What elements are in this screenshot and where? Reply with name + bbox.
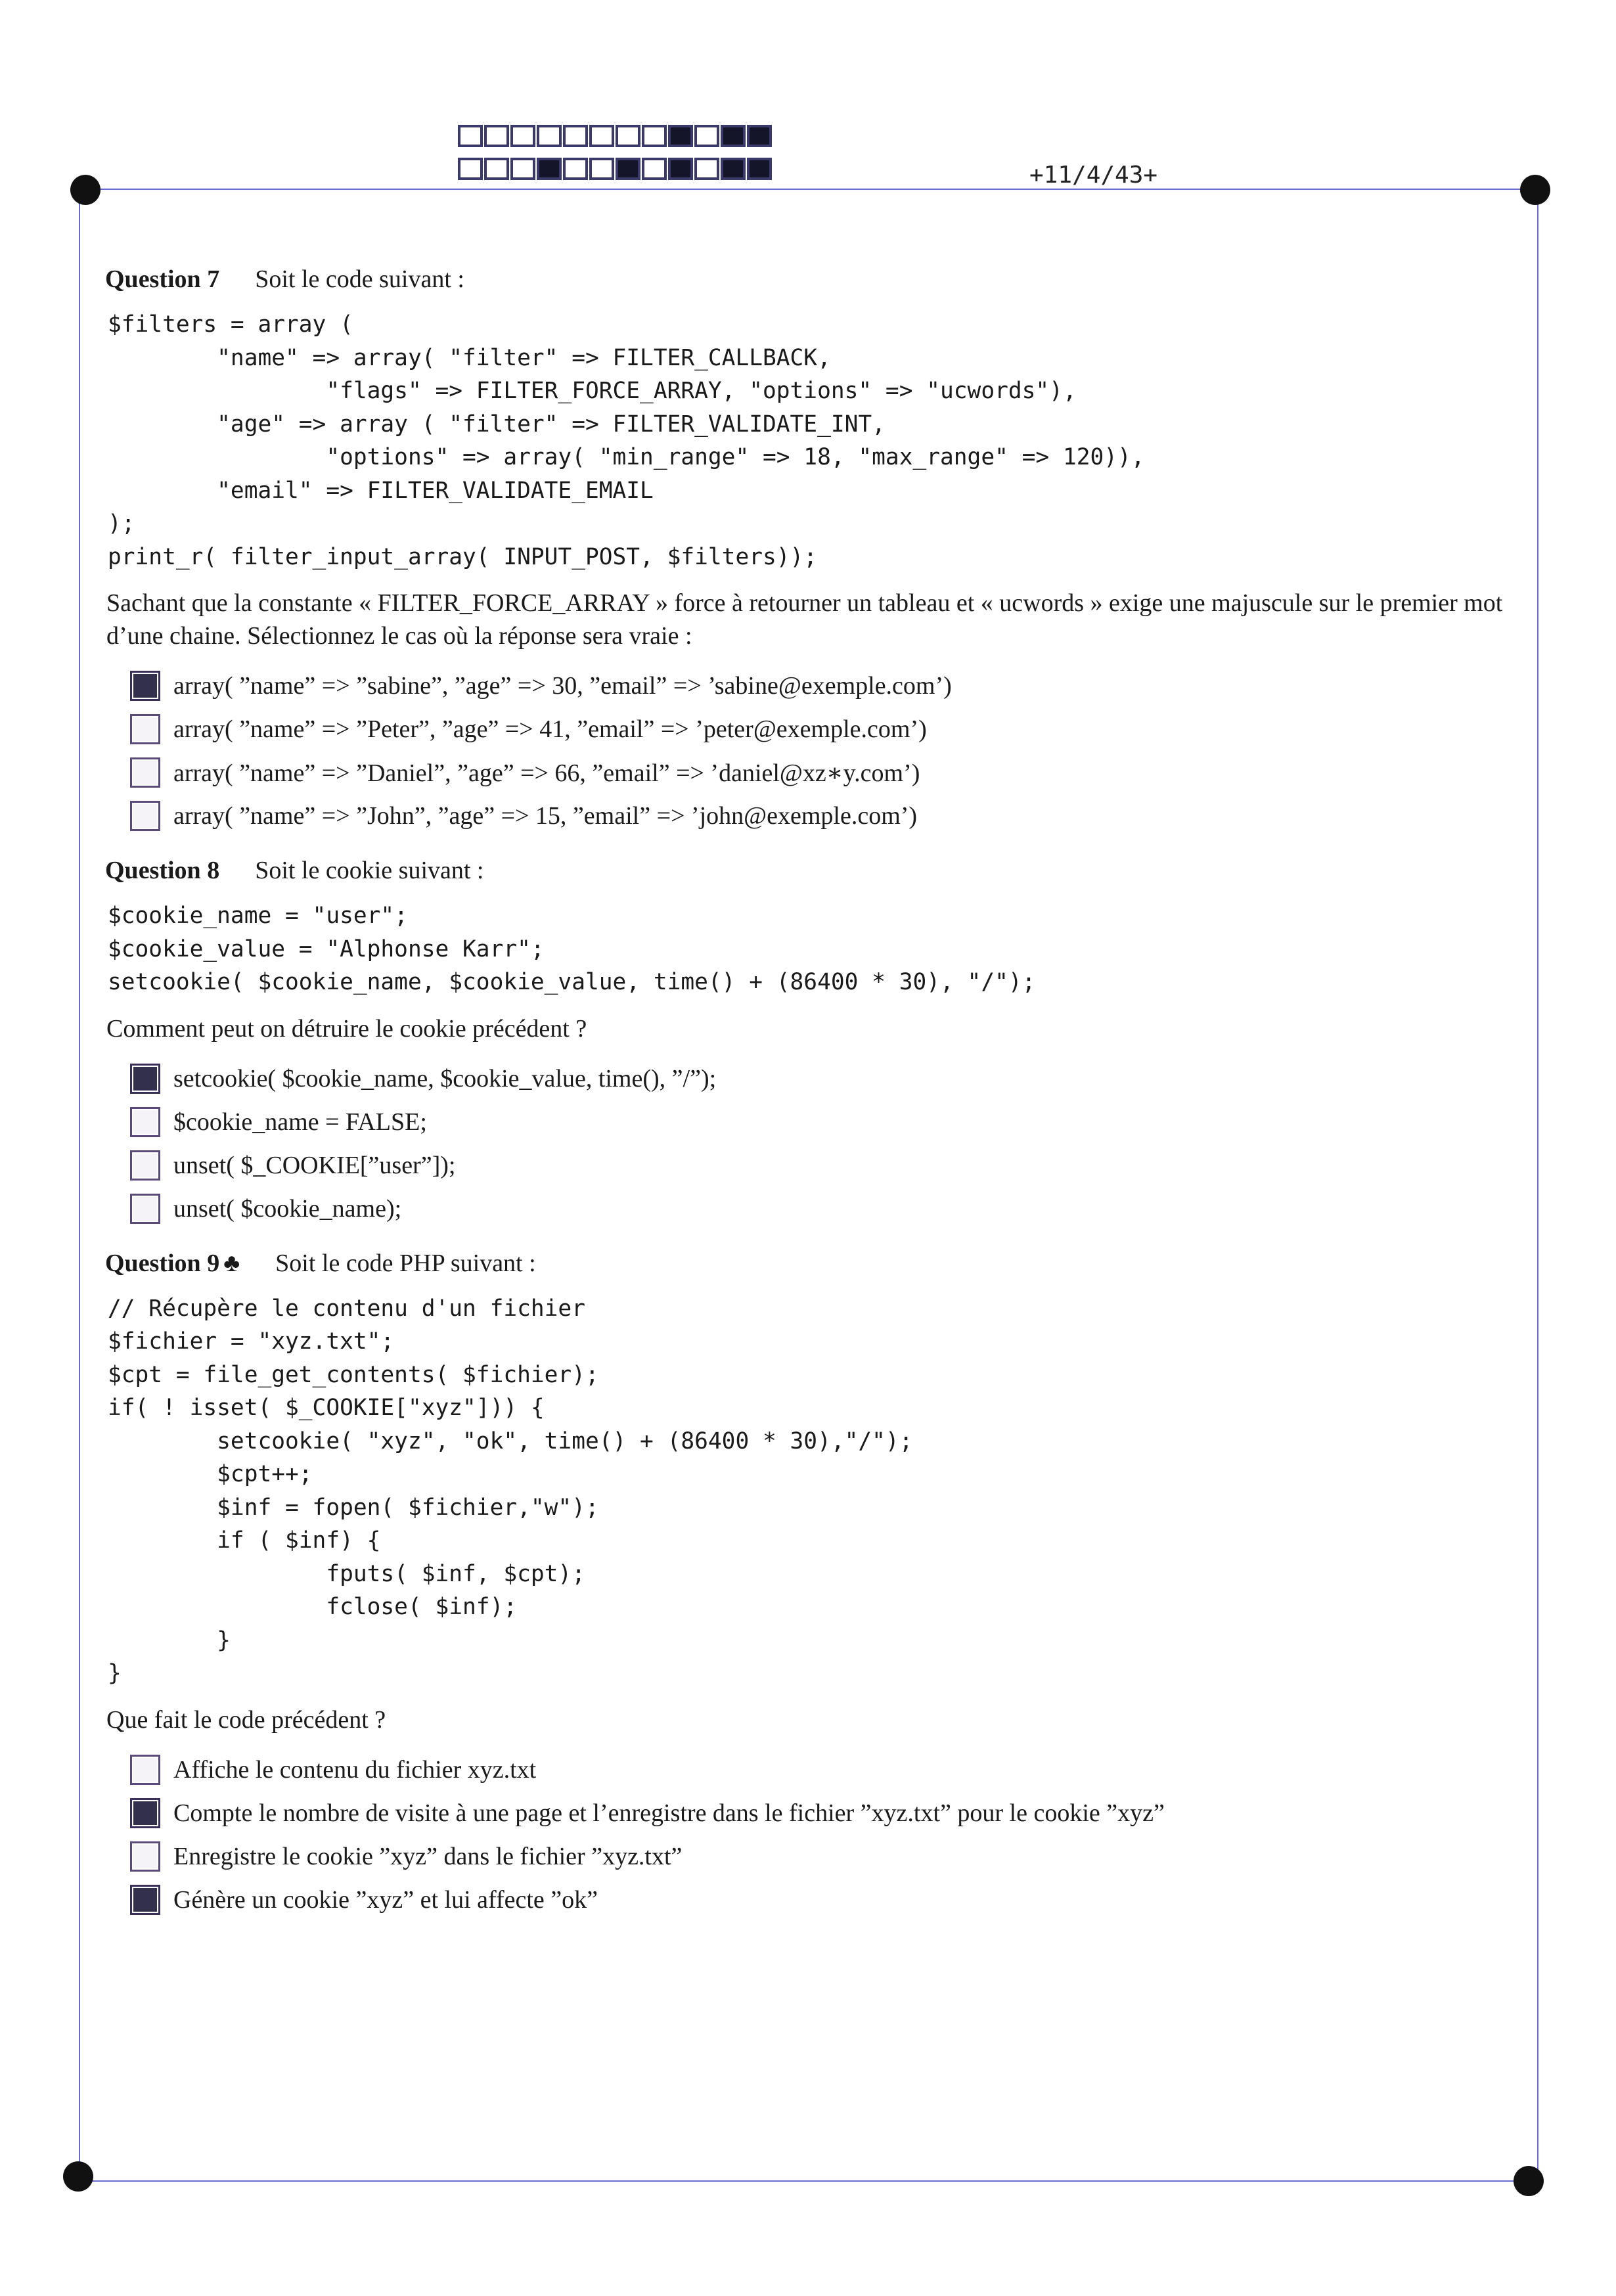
answer-option[interactable] bbox=[130, 708, 1517, 751]
question-heading bbox=[105, 1244, 1517, 1283]
answer-checkbox[interactable] bbox=[130, 671, 160, 701]
answer-list bbox=[130, 1748, 1517, 1922]
code-block: $cookie_name = "user"; $cookie_value = "Alphonse Karr"; setcookie( $cookie_name, $cookie_value, time() + (86400 * 30), "/"); bbox=[108, 903, 1036, 995]
barcode-cell bbox=[642, 158, 667, 180]
answer-text: array( ”name” => ”sabine”, ”age” => 30, ”email” => ’sabine@exemple.com’) bbox=[173, 672, 952, 700]
corner-mark-top-right bbox=[1520, 175, 1550, 205]
barcode-cell bbox=[537, 158, 562, 180]
answer-text: Génère un cookie ”xyz” et lui affecte ”ok” bbox=[173, 1885, 598, 1914]
answer-option[interactable] bbox=[130, 1100, 1517, 1144]
barcode-cell bbox=[563, 125, 588, 147]
answer-option[interactable] bbox=[130, 794, 1517, 838]
question-intro: Soit le cookie suivant : bbox=[255, 857, 484, 884]
barcode-cell bbox=[721, 158, 746, 180]
answer-checkbox[interactable] bbox=[130, 1107, 160, 1137]
answer-checkbox[interactable] bbox=[130, 1150, 160, 1181]
answer-text: Affiche le contenu du fichier xyz.txt bbox=[173, 1755, 537, 1784]
answer-checkbox[interactable] bbox=[130, 1194, 160, 1224]
question-prompt: Que fait le code précédent ? bbox=[106, 1705, 386, 1734]
answer-checkbox[interactable] bbox=[130, 1064, 160, 1094]
barcode-row-1 bbox=[458, 125, 773, 147]
answer-option[interactable] bbox=[130, 751, 1517, 794]
answer-text: setcookie( $cookie_name, $cookie_value, time(), ”/”); bbox=[173, 1064, 717, 1092]
answer-list bbox=[130, 664, 1517, 838]
barcode-cell bbox=[484, 125, 509, 147]
page-id: +11/4/43+ bbox=[1029, 162, 1158, 189]
barcode-cell bbox=[721, 125, 746, 147]
corner-mark-top-left bbox=[70, 175, 101, 205]
question-label: Question 7 bbox=[105, 265, 220, 293]
question-intro: Soit le code PHP suivant : bbox=[275, 1249, 536, 1277]
answer-checkbox[interactable] bbox=[130, 1755, 160, 1785]
answer-list bbox=[130, 1057, 1517, 1230]
answer-text: $cookie_name = FALSE; bbox=[173, 1108, 427, 1136]
barcode-cell bbox=[668, 158, 693, 180]
barcode-cell bbox=[616, 158, 640, 180]
answer-text: array( ”name” => ”Daniel”, ”age” => 66, ”email” => ’daniel@xz∗y.com’) bbox=[173, 759, 920, 787]
question-heading bbox=[105, 259, 1517, 299]
code-block: // Récupère le contenu d'un fichier $fichier = "xyz.txt"; $cpt = file_get_contents( $fichier); if( ! isset( $_COOKIE["xyz"])) { setcookie( "xyz", "ok", time() + (86400 * 30),"/"); $cpt++; $inf = fopen( $fichier,"w"); if ( $inf) { fputs( $inf, $cpt); fclose( $inf); } } bbox=[108, 1295, 913, 1686]
question-label: Question 8 bbox=[105, 857, 220, 884]
corner-mark-bottom-left bbox=[63, 2161, 93, 2192]
answer-option[interactable] bbox=[130, 1187, 1517, 1230]
barcode-cell bbox=[510, 125, 535, 147]
exam-content bbox=[105, 259, 1517, 1922]
answer-option[interactable] bbox=[130, 1791, 1517, 1835]
question-label bbox=[105, 1249, 240, 1277]
answer-text: Enregistre le cookie ”xyz” dans le fichier ”xyz.txt” bbox=[173, 1842, 683, 1870]
barcode-cell bbox=[747, 125, 772, 147]
barcode-cell bbox=[510, 158, 535, 180]
answer-text: unset( $_COOKIE[”user”]); bbox=[173, 1151, 456, 1179]
barcode-cell bbox=[694, 158, 719, 180]
answer-text: Compte le nombre de visite à une page et l’enregistre dans le fichier ”xyz.txt” pour le cookie ”xyz” bbox=[173, 1799, 1165, 1827]
barcode-cell bbox=[642, 125, 667, 147]
barcode-cell bbox=[537, 125, 562, 147]
answer-checkbox[interactable] bbox=[130, 1798, 160, 1828]
answer-checkbox[interactable] bbox=[130, 757, 160, 788]
answer-checkbox[interactable] bbox=[130, 1841, 160, 1872]
answer-option[interactable] bbox=[130, 664, 1517, 708]
barcode-cell bbox=[616, 125, 640, 147]
corner-mark-bottom-right bbox=[1514, 2166, 1544, 2196]
question-label-text: Question 9 bbox=[105, 1249, 220, 1277]
answer-option[interactable] bbox=[130, 1144, 1517, 1187]
barcode-cell bbox=[668, 125, 693, 147]
code-block: $filters = array ( "name" => array( "filter" => FILTER_CALLBACK, "flags" => FILTER_FORCE_ARRAY, "options" => "ucwords"), "age" => array ( "filter" => FILTER_VALIDATE_INT, "options" => array( "min_range" => 18, "max_range" => 120)), "email" => FILTER_VALIDATE_EMAIL ); print_r( filter_input_array( INPUT_POST, $filters)); bbox=[108, 311, 1145, 570]
answer-text: array( ”name” => ”Peter”, ”age” => 41, ”email” => ’peter@exemple.com’) bbox=[173, 715, 927, 743]
club-icon: ♣ bbox=[223, 1249, 240, 1277]
question-prompt: Comment peut on détruire le cookie précédent ? bbox=[106, 1014, 587, 1043]
barcode-cell bbox=[458, 158, 483, 180]
answer-option[interactable] bbox=[130, 1878, 1517, 1922]
answer-option[interactable] bbox=[130, 1748, 1517, 1791]
answer-text: array( ”name” => ”John”, ”age” => 15, ”email” => ’john@exemple.com’) bbox=[173, 802, 918, 830]
barcode-cell bbox=[589, 125, 614, 147]
question-9 bbox=[105, 1244, 1517, 1922]
question-8 bbox=[105, 851, 1517, 1230]
answer-checkbox[interactable] bbox=[130, 714, 160, 744]
barcode-cell bbox=[458, 125, 483, 147]
answer-option[interactable] bbox=[130, 1835, 1517, 1878]
question-7 bbox=[105, 259, 1517, 838]
barcode-cell bbox=[589, 158, 614, 180]
answer-checkbox[interactable] bbox=[130, 1885, 160, 1915]
barcode-cell bbox=[484, 158, 509, 180]
barcode-cell bbox=[694, 125, 719, 147]
question-heading bbox=[105, 851, 1517, 890]
answer-checkbox[interactable] bbox=[130, 801, 160, 831]
answer-text: unset( $cookie_name); bbox=[173, 1194, 402, 1223]
barcode-cell bbox=[747, 158, 772, 180]
question-prompt: Sachant que la constante « FILTER_FORCE_ARRAY » force à retourner un tableau et « ucwords » exige une majuscule sur le premier mot d’une chaine. Sélectionnez le cas où la réponse sera vraie : bbox=[106, 589, 1503, 650]
barcode-cell bbox=[563, 158, 588, 180]
question-intro: Soit le code suivant : bbox=[255, 265, 464, 293]
answer-option[interactable] bbox=[130, 1057, 1517, 1100]
barcode-row-2 bbox=[458, 158, 773, 180]
